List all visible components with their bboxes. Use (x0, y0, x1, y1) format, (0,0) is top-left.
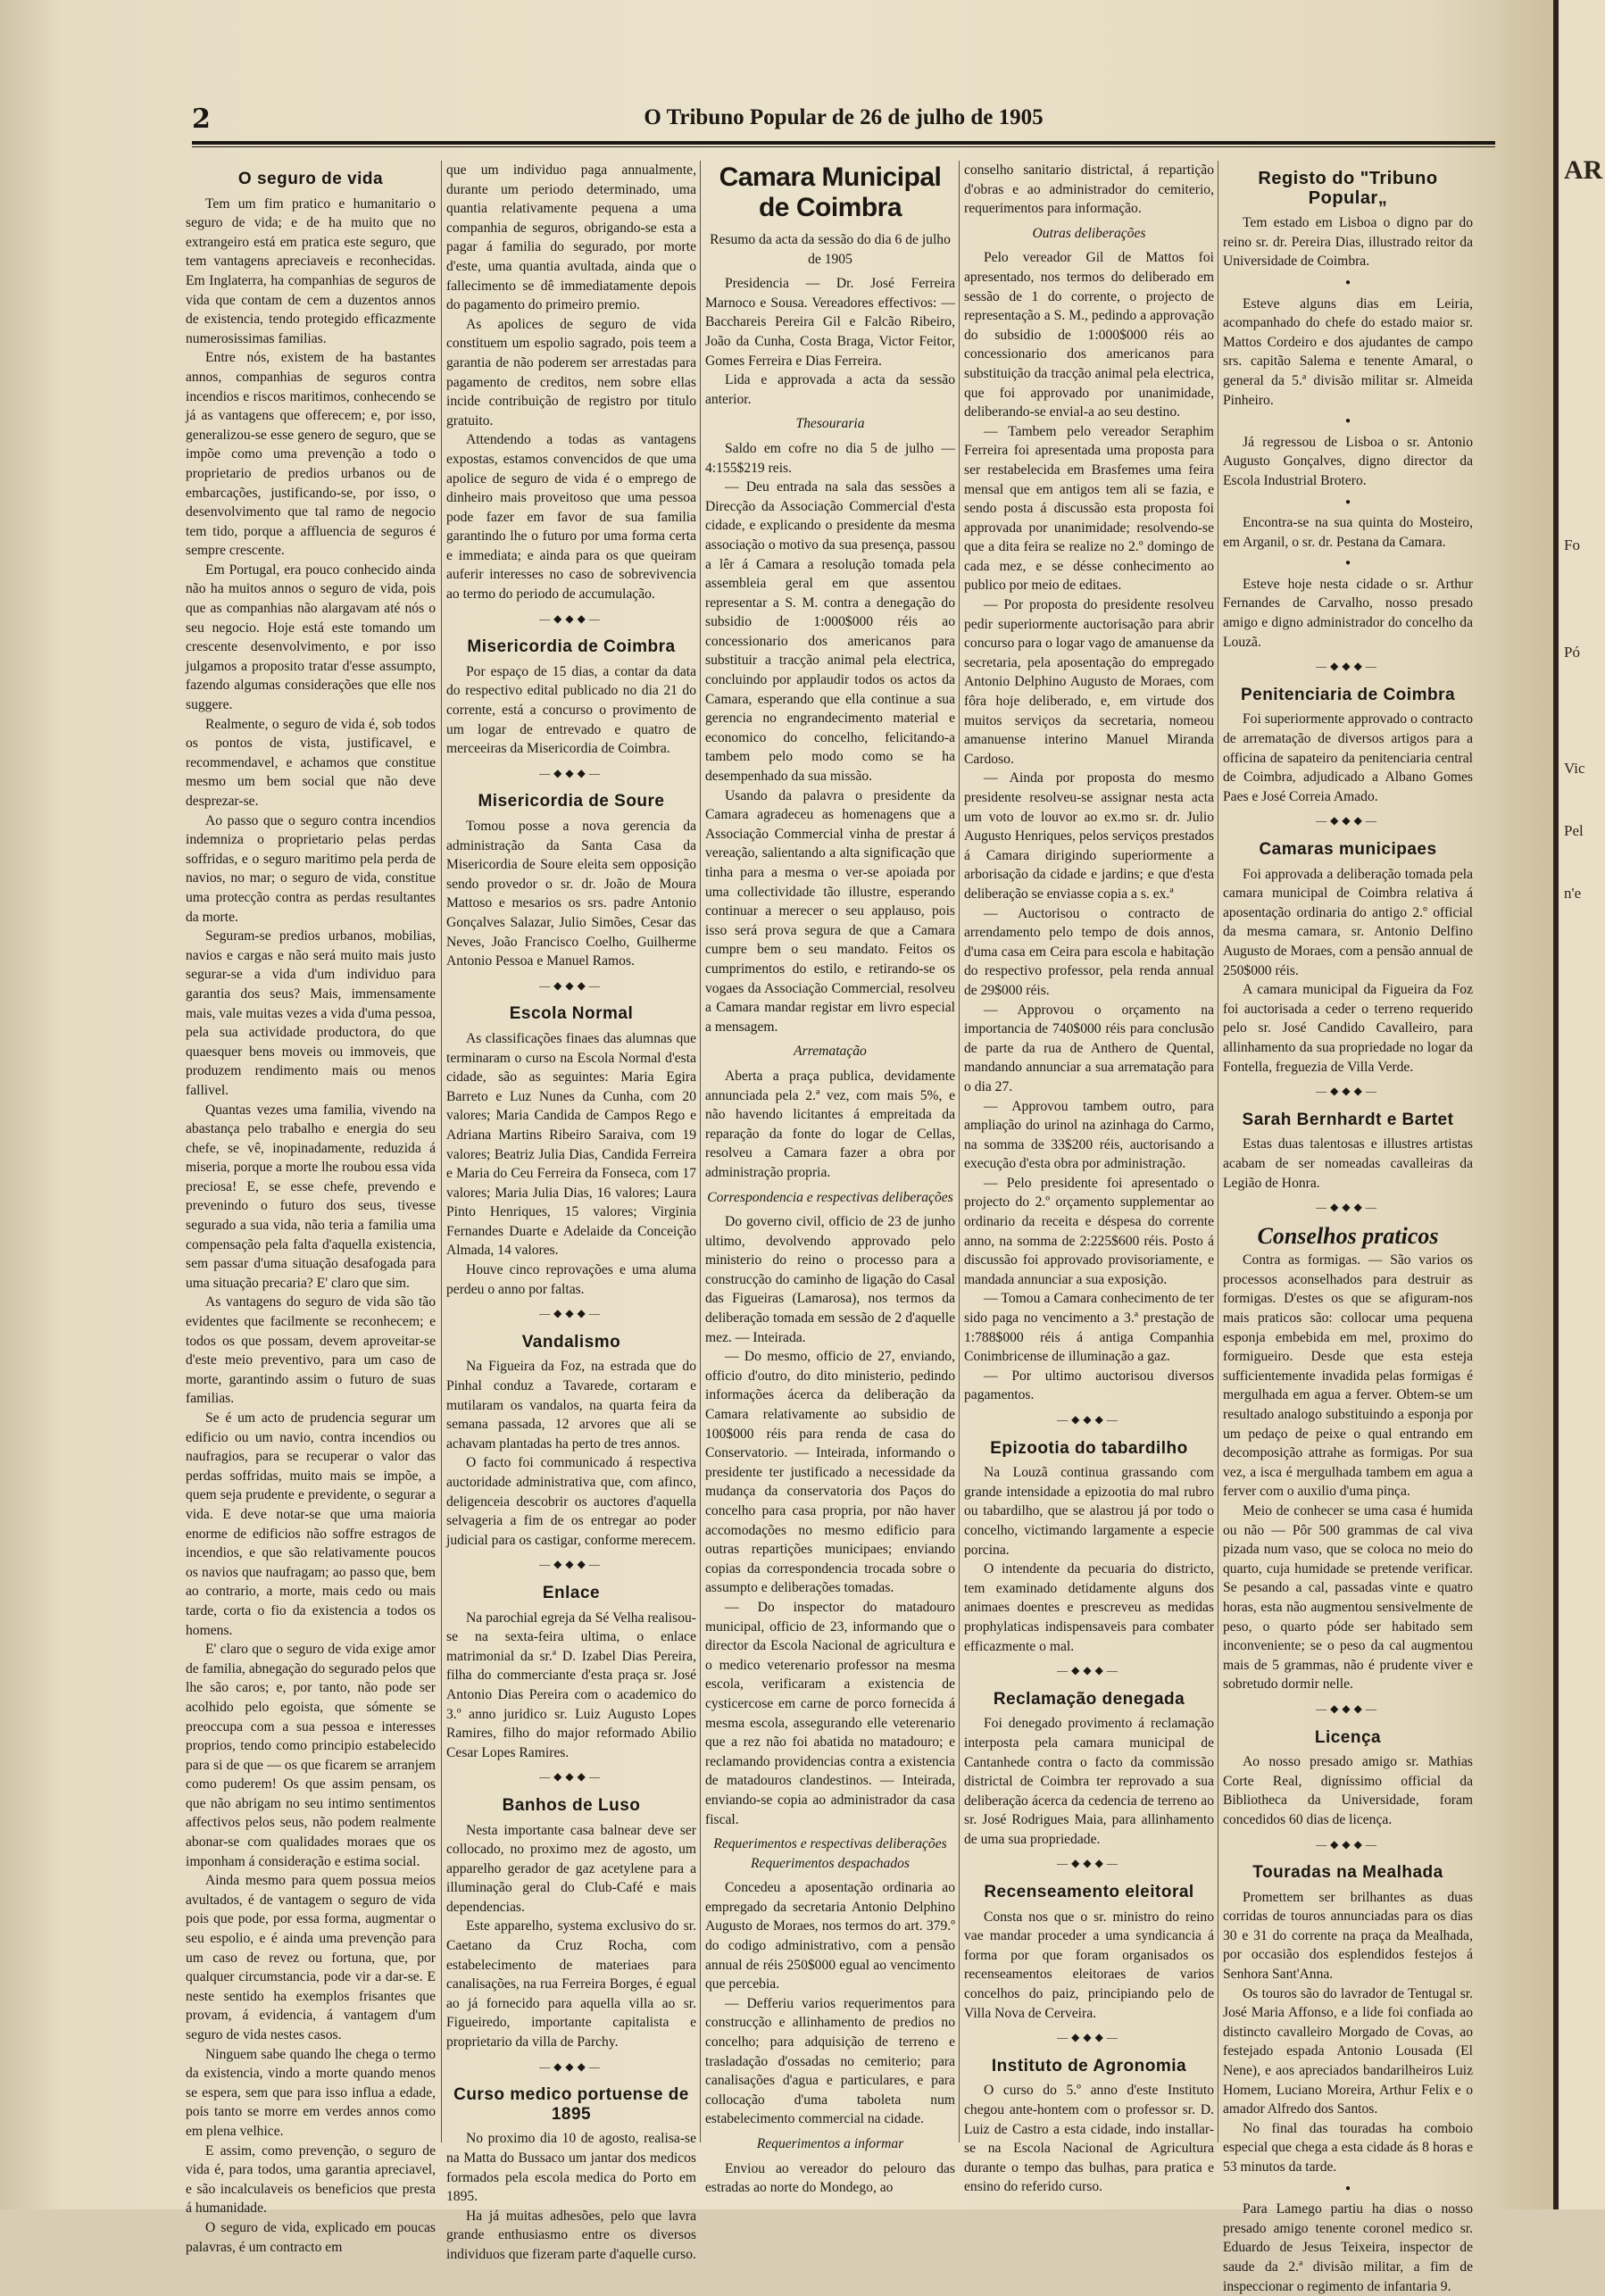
paragraph: Na Figueira da Foz, na estrada que do Pinhal conduz a Tavarede, cortaram e mutilaram os vandalos, na quarta feira da semana passada, 12 arvores que ali se achavam plantadas ha perto de tres annos. (446, 1359, 696, 1452)
section-ornament: —◆◆◆— (1057, 2031, 1121, 2044)
article-title: Touradas na Mealhada (1252, 1863, 1443, 1883)
column-1 (186, 161, 436, 2255)
paragraph: Entre nós, existem de ha bastantes annos, companhias de seguros contra incendios e riscos maritimos, conhecendo se já as vantagens que offerecem; e, por isso, generalizou-se esse genero de seguro, que se impõe como uma prevenção a todo o proprietario de predios urbanos ou de embarcações, justificando-se, por isso, o desenvolvimento que tal ramo de negocio tem tido, porque a affluencia de seguros é sempre crescente. (186, 350, 436, 559)
paragraph: As classificações finaes das alumnas que terminaram o curso na Escola Normal d'esta cidade, são as seguintes: Maria Egira Barreto e Luz Nunes da Cunha, com 20 valores; Maria Candida de Campos Rego e Adriana Martins Ribeiro Saraiva, com 19 valores; Beatriz Julia Dias, Candida Ferreira e Maria do Ceu Ferreira da Fonseca, com 17 valores; Maria Julia Dias, 16 valores; Laura Pinto Henriques, 15 valores; Virginia Fernandes Duarte e Adelaide da Conceição Almada, 14 valores. (446, 1030, 696, 1259)
paragraph: Estas duas talentosas e illustres artistas acabam de ser nomeadas cavalleiras da Legião de Honra. (1223, 1136, 1473, 1191)
section-ornament: —◆◆◆— (1316, 1837, 1380, 1851)
section-ornament: —◆◆◆— (539, 1770, 603, 1784)
paragraph: Realmente, o seguro de vida é, sob todos os pontos de vista, justificavel, e recommendavel, e achamos que constitue mesmo um bem social que não deve desprezar-se. (186, 716, 436, 809)
paragraph: que um individuo paga annualmente, durante um periodo determinado, uma quantia relativamente pequena a uma companhia de seguros, obrigando-se esta a pagar á familia do segurado, por morte d'este, uma quantia avultada, ainda que o fallecimento se dê immediatamente depois do pagamento do primeiro premio. (446, 162, 696, 313)
section-ornament: —◆◆◆— (539, 1558, 603, 1571)
article-title: Curso medico portuense de 1895 (453, 2085, 689, 2124)
section-ornament: —◆◆◆— (539, 978, 603, 992)
next-page-fragment: Pó (1564, 644, 1580, 661)
section-ornament: —◆◆◆— (1057, 1413, 1121, 1426)
column-divider (959, 161, 960, 2142)
column-4 (964, 161, 1214, 2195)
paragraph: Aberta a praça publica, devidamente annunciada pela 2.ª vez, com mais 5%, e não havendo licitantes á empreitada da reparação da fonte do logar de Cellas, resolveu a Camara fazer a obra por administração propria. (705, 1068, 955, 1180)
separator-dot: ● (1344, 558, 1351, 569)
paragraph: — Ainda por proposta do mesmo presidente resolveu-se assignar nesta acta um voto de louvor ao ex.mo sr. dr. Julio Augusto Henriques, pelos serviços prestados á Camara dirigindo superiormente a arborisação da cidade e jardins; e que d'esta deliberação se enviasse copia a s. ex.ª (964, 770, 1214, 902)
paragraph: Os touros são do lavrador de Tentugal sr. José Maria Affonso, e a lide foi confiada ao distincto cavalleiro Morgado de Covas, ao festejado espada Antonio Lousada (El Nene), e aos apreciados bandarilheiros Luiz Homem, Luciano Moreira, Arthur Felix e o amador Alfredo dos Santos. (1223, 1985, 1473, 2117)
paragraph: As vantagens do seguro de vida são tão evidentes que facilmente se reconhecem; e todos os que possam, devem aproveitar-se d'este meio preventivo, para um caso de morte, garantindo assim o futuro de suas familias. (186, 1294, 436, 1407)
article-title: Camaras municipaes (1259, 840, 1437, 859)
paragraph: Presidencia — Dr. José Ferreira Marnoco e Sousa. Vereadores effectivos: — Bacchareis Pereira Gil e Falcão Ribeiro, João da Cunha, Costa Braga, Victor Feitor, Gomes Ferreira e Dias Ferreira. (705, 276, 955, 369)
article-title: Vandalismo (521, 1332, 621, 1352)
next-page-fragment: Pel (1564, 822, 1584, 839)
article-title: Instituto de Agronomia (991, 2056, 1187, 2076)
paragraph: conselho sanitario districtal, á repartição d'obras e ao administrador do cemiterio, requerimentos para informação. (964, 162, 1214, 217)
paragraph: Lida e approvada a acta da sessão anterior. (705, 372, 955, 407)
newspaper-header-title: O Tribuno Popular de 26 de julho de 1905 (644, 105, 1044, 129)
paragraph: — Tomou a Camara conhecimento de ter sido paga no vencimento a 3.ª prestação de 1:788$000 réis á antiga Companhia Conimbricense de illuminação a gaz. (964, 1291, 1214, 1365)
section-ornament: —◆◆◆— (1316, 1701, 1380, 1715)
paragraph: Na parochial egreja da Sé Velha realisou-se na sexta-feira ultima, o enlace matrimonial da sr.ª D. Izabel Dias Pereira, filha do commerciante d'esta praça sr. José Antonio Dias Pereira com o academico do 3.º anno juridico sr. Luiz Augusto Lopes Ramires, filho do major reformado Abilio Cesar Lopes Ramires. (446, 1610, 696, 1760)
paragraph: Tem estado em Lisboa o digno par do reino sr. dr. Pereira Dias, illustrado reitor da Universidade de Coimbra. (1223, 215, 1473, 270)
paragraph: Do governo civil, officio de 23 de junho ultimo, devolvendo approvado pelo ministerio do reino o processo para a construcção do caminho de ligação do Casal das Figueiras (Lamarosa), nos termos da deliberação tomada em sessão de 2 d'aquelle mez. — Inteirada. (705, 1214, 955, 1345)
column-3 (705, 161, 955, 2196)
paragraph: Houve cinco reprovações e uma aluma perdeu o anno por faltas. (446, 1262, 696, 1297)
paragraph: O intendente da pecuaria do districto, tem examinado detidamente alguns dos animaes doentes e prescreveu as medidas prophylaticas indispensaveis para combater efficazmente o mal. (964, 1561, 1214, 1654)
paragraph: E' claro que o seguro de vida exige amor de familia, abnegação do segurado pelos que lhe são caros; e, por tanto, não pode ser acolhido pelo egoista, que sómente se preoccupa com a sua pessoa e interesses proprios, tendo como principio estabelecido para si de que — os que ficarem se arranjem como puderem! Os que assim pensam, os que não abrigam no seu intimo sentimentos affectivos pelos seus, não podem realmente abonar-se com qualidades moraes que os imponham á consideração e estima social. (186, 1642, 436, 1869)
paragraph: Meio de conhecer se uma casa é humida ou não — Pôr 500 grammas de cal viva pizada num vaso, que se coloca no meio do quarto, cuja humidade se pretende verificar. Se pesando a cal, passadas vinte e quatro horas, esta não augmentou sensivelmente de peso, o quarto póde ser habitado sem inconveniente; se o peso da cal augmentou mais de 5 grammas, não é prudente viver e sobretudo dormir nelle. (1223, 1503, 1473, 1693)
section-ornament: —◆◆◆— (539, 766, 603, 779)
paragraph: Esteve hoje nesta cidade o sr. Arthur Fernandes de Carvalho, nosso presado amigo e digno administrador do concelho da Louzã. (1223, 576, 1473, 650)
paragraph: O facto foi communicado á respectiva auctoridade administrativa que, com afinco, deligenceia descobrir os auctores d'aquella selvageria a fim de os entregar ao poder judicial para os castigar, conforme merecem. (446, 1455, 696, 1548)
paragraph: Encontra-se na sua quinta do Mosteiro, em Arganil, o sr. dr. Pestana da Camara. (1223, 515, 1473, 550)
paragraph: Seguram-se predios urbanos, mobilias, navios e cargas e não será muito mais justo segurar-se a vida d'um individuo para garantia dos seus? Mais, immensamente mais, vale muitas vezes a vida d'uma pessoa, pela sua actividade productora, do que quaesquer bens moveis ou immoveis, que produzem rendimento mais ou menos fallivel. (186, 928, 436, 1098)
article-title: Epizootia do tabardilho (990, 1438, 1188, 1458)
next-page-fragment: Vic (1564, 760, 1585, 777)
paragraph: O seguro de vida, explicado em poucas palavras, é um contracto em (186, 2219, 436, 2255)
separator-dot: ● (1344, 2183, 1351, 2193)
article-title: Enlace (542, 1583, 601, 1602)
paragraph: Attendendo a todas as vantagens expostas, estamos convencidos de que uma apolice de seguro de vida é o emprego de dinheiro mais proveitoso que uma pessoa pode fazer em favor de sua familia garantindo lhe o futuro por uma forma certa e immediata; e ainda para os que queiram auferir interesses no caso de sobrevivencia ao termo do periodo de accumulação. (446, 432, 696, 603)
paragraph: Quantas vezes uma familia, vivendo na abastança pelo trabalho e energia do seu chefe, se vê, inopinadamente, reduzida á miseria, porque a morte lhe roubou essa vida preciosa! E, se esse chefe, prevendo e prevenindo o futuro dos seus, tivesse segurado a sua vida, não teria a familia uma compensação pela falta d'aquella existencia, sem passar d'uma situação desafogada para uma situação precaria? E' claro que sim. (186, 1102, 436, 1291)
article-title: Reclamação denegada (993, 1689, 1185, 1709)
paragraph: Este apparelho, systema exclusivo do sr. Caetano da Cruz Rocha, com estabelecimento de materiaes para canalisações, na rua Ferreira Borges, é egual ao já fornecido para aquella villa ao sr. Figueiredo, importante capitalista e proprietario da villa de Parchy. (446, 1918, 696, 2051)
paragraph: — Por ultimo auctorisou diversos pagamentos. (964, 1368, 1214, 1403)
paragraph: Nesta importante casa balnear deve ser collocado, no proximo mez de agosto, um apparelho gerador de gaz acetylene para a illuminação geral do Club-Café e mais dependencias. (446, 1822, 696, 1915)
article-title: Camara Municipal de Coimbra (719, 162, 942, 222)
paragraph: Já regressou de Lisboa o sr. Antonio Augusto Gonçalves, digno director da Escola Industrial Brotero. (1223, 434, 1473, 488)
subsection-heading: Thesouraria (795, 416, 865, 432)
paragraph: Tomou posse a nova gerencia da administração da Santa Casa da Misericordia de Soure eleita sem opposição sendo provedor o sr. dr. João de Moura Mattoso e mesarios os srs. padre Antonio Gonçalves Salazar, Julio Simões, Cesar das Neves, João Francisco Coelho, Guilherme Antonio Pessoa e Manuel Ramos. (446, 819, 696, 969)
article-title: Misericordia de Soure (478, 792, 665, 811)
paragraph: Contra as formigas. — São varios os processos aconselhados para destruir as formigas. D'estes os que se afiguram-nos mais praticos são: collocar uma pequena esponja embebida em mel, proximo do formigueiro. Desde que esta esteja sufficientemente invadida pelas formigas é mergulhada em agua a ferver. Obtem-se um resultado analogo substituindo a esponja por um pedaço de peixe o qual entrando em decomposição attrahe as formigas. Por sua vez, a isca é mergulhada tambem em agua a ferver com o auxilio d'uma pinça. (1223, 1252, 1473, 1500)
paragraph: Consta nos que o sr. ministro do reino vae mandar proceder a uma syndicancia á forma por que foram organisados os recenseamentos eleitoraes de varios concelhos do paiz, principiando pelo de Villa Nova de Cerveira. (964, 1909, 1214, 2021)
subsection-heading: Outras deliberações (1032, 225, 1146, 241)
paragraph: No final das touradas ha comboio especial que chega a esta cidade ás 8 horas e 53 minutos da tarde. (1223, 2120, 1473, 2175)
paragraph: — Defferiu varios requerimentos para construcção e allinhamento de predios no concelho; para adquisição de terreno e trasladação d'ossadas no cemiterio; para canalisações d'agua e particulares, e para collocação d'uma taboleta num estabelecimento commercial na cidade. (705, 1995, 955, 2127)
article-title: Recenseamento eleitoral (984, 1883, 1194, 1902)
paragraph: Ao passo que o seguro contra incendios indemniza o proprietario pelas perdas soffridas, e o seguro maritimo pela perda de navios, no mar; o seguro de vida, constitue uma protecção contra as perdas resultantes da morte. (186, 812, 436, 925)
paragraph: Foi denegado provimento á reclamação interposta pela camara municipal de Cantanhede contra o facto da commissão districtal de Coimbra ter reprovado a sua deliberação ácerca da cedencia de terreno ao sr. José Rodrigues Maia, para allinhamento de uma sua propriedade. (964, 1716, 1214, 1847)
column-2 (446, 161, 696, 2262)
next-page-edge (1553, 0, 1605, 2209)
paragraph: — Approvou tambem outro, para ampliação do urinol na azinhaga do Carmo, na somma de 33$200 réis, auctorisando a execução d'esta obra por administração. (964, 1098, 1214, 1172)
article-title: O seguro de vida (237, 170, 384, 188)
separator-dot: ● (1344, 496, 1351, 507)
article-subtitle: Resumo da acta da sessão do dia 6 de julho de 1905 (710, 232, 951, 267)
article-title: Registo do "Tribuno Popular„ (1258, 169, 1438, 208)
paragraph: Ha já muitas adhesões, pelo que lavra grande enthusiasmo entre os diversos individuos que fizeram parte d'aquelle curso. (446, 2208, 696, 2262)
paragraph: Tem um fim pratico e humanitario o seguro de vida; e de ha muito que no extrangeiro está em pratica este seguro, que tem vantagens apreciaveis e reconhecidas. Em Inglaterra, ha companhias de seguros de vida que contam de cem a duzentos annos de existencia, tendo protegido efficazmente numerosissimas familias. (186, 195, 436, 346)
subsection-heading: Correspondencia e respectivas deliberações (707, 1189, 953, 1205)
paragraph: — Do mesmo, officio de 27, enviando, officio d'outro, do dito ministerio, pedindo informações ácerca da deliberação da Camara relativamente ao subsidio de 100$000 réis para renda de casa do Conservatorio. — Inteirada, informando o presidente ter justificado a necessidade da mudança da conservatoria dos Paços do concelho para casa propria, por não haver accomodações no mesmo edificio para outras repartições municipaes; enviando copias da correspondencia trocada sobre o assumpto e deliberações tomadas. (705, 1349, 955, 1596)
section-ornament: —◆◆◆— (1057, 1857, 1121, 1870)
paragraph: No proximo dia 10 de agosto, realisa-se na Matta do Bussaco um jantar dos medicos formados pela escola medica do Porto em 1895. (446, 2131, 696, 2205)
subsection-heading: Arrematação (794, 1044, 867, 1060)
paragraph: A camara municipal da Figueira da Foz foi auctorisada a ceder o terreno requerido pelo sr. José Candido Cavalleiro, para allinhamento da sua propriedade no logar da Fontella, freguezia de Villa Verde. (1223, 982, 1473, 1075)
header-rule (192, 141, 1495, 145)
article-title: Banhos de Luso (502, 1795, 641, 1815)
section-ornament: —◆◆◆— (539, 2059, 603, 2073)
paragraph: — Deu entrada na sala das sessões a Direcção da Associação Commercial d'esta cidade, e explicando o presidente da mesma associação o motivo da sua presença, passou a lêr á Camara a resolução tomada pela assembleia geral em que assentou representar a S. M. contra a denegação do subsidio de 1:000$000 réis ao concessionario dos americanos para substituir a tracção animal pela electrica, concluindo por applaudir todos os actos da Camara, esperando que ella continue a sua gerencia no engrandecimento material e economico do concelho, felicitando-a tambem pelo modo como se ha desempenhado da sua missão. (705, 479, 955, 785)
article-title: Penitenciaria de Coimbra (1240, 685, 1456, 704)
section-ornament: —◆◆◆— (1057, 1664, 1121, 1677)
paragraph: Ainda mesmo para quem possua meios avultados, é de vantagem o seguro de vida pois que pode, por essa forma, augmentar o seu espolio, e é ainda uma prevenção para um caso de revez ou fortuna, que, por qualquer circumstancia, pode vir a dar-se. E neste sentido ha exemplos frisantes que provam, á evidencia, á vantagem d'um seguro de vida nestes casos. (186, 1873, 436, 2042)
article-title: Conselhos praticos (1257, 1222, 1439, 1249)
column-5 (1223, 161, 1473, 2294)
paragraph: — Auctorisou o contracto de arrendamento pelo tempo de dois annos, d'uma casa em Ceira para escola e habitação do respectivo professor, pela renda annual de 29$000 réis. (964, 905, 1214, 998)
section-ornament: —◆◆◆— (1316, 1201, 1380, 1214)
paragraph: Enviou ao vereador do pelouro das estradas ao norte do Mondego, ao (705, 2160, 955, 2196)
next-page-fragment: AR (1564, 155, 1603, 185)
paragraph: Concedeu a aposentação ordinaria ao empregado da secretaria Antonio Delphino Augusto de Moraes, nos termos do art. 379.º do codigo administrativo, com a pensão annual de réis 250$000 egual ao vencimento que percebia. (705, 1880, 955, 1992)
paragraph: — Approvou o orçamento na importancia de 740$000 réis para conclusão de parte da rua de Anthero de Quental, mandando annunciar a sua arrematação para o dia 27. (964, 1002, 1214, 1094)
paragraph: Esteve alguns dias em Leiria, acompanhado do chefe do estado maior sr. Mattos Cordeiro e dos ajudantes de campo srs. capitão Salema e tenente Amaral, o general da 5.ª divisão militar sr. Almeida Pinheiro. (1223, 295, 1473, 408)
paragraph: Por espaço de 15 dias, a contar da data do respectivo edital publicado no dia 21 do corrente, está a concurso o provimento de um logar de entrevado e quatro de merceeiras da Misericordia de Coimbra. (446, 663, 696, 757)
header-rule-thin (192, 146, 1495, 147)
paragraph: Ninguem sabe quando lhe chega o termo da existencia, vindo a morte quando menos se espera, sem que para isso influa a edade, pois tanto se morre em verdes annos como em plena velhice. (186, 2046, 436, 2139)
subsection-heading: Requerimentos e respectivas deliberações Requerimentos despachados (713, 1836, 947, 1871)
paragraph: Para Lamego partiu ha dias o nosso presado amigo tenente coronel medico sr. Eduardo de Jesus Teixeira, inspector de saude da 2.ª divisão militar, a fim de inspeccionar o regimento de infantaria 9. (1223, 2201, 1473, 2294)
section-ornament: —◆◆◆— (1316, 814, 1380, 828)
section-ornament: —◆◆◆— (539, 1307, 603, 1320)
section-ornament: —◆◆◆— (1316, 1085, 1380, 1098)
paragraph: Pelo vereador Gil de Mattos foi apresentado, nos termos do deliberado em sessão de 1 do corrente, o projecto de representação a S. M., pedindo a approvação do subsidio de 1:000$000 réis ao concessionario dos americanos para substituição da tracção animal pela electrica, que foi approvado por unanimidade, deliberando-se envial-a ao seu destino. (964, 250, 1214, 420)
paragraph: — Do inspector do matadouro municipal, officio de 23, informando que o director da Escola Nacional de agricultura e o medico veterenario professor na mesma escola, verificaram a existencia de cysticercose em carne de porco fornecida á mesma escola, assegurando elle veterenario que a rez não foi abatida no matadouro; e reclamando providencias contra a existencia de matadouros clandestinos. — Inteirada, enviando-se copia ao administrador da casa fiscal. (705, 1599, 955, 1827)
next-page-fragment: Fo (1564, 537, 1580, 553)
paragraph: O curso do 5.º anno d'este Instituto chegou ante-hontem com o professor sr. D. Luiz de Castro a esta cidade, indo installar-se na Escola Nacional de Agricultura durante o tempo das bulhas, para pratica e ensino do referido curso. (964, 2083, 1214, 2195)
article-title: Escola Normal (509, 1004, 634, 1024)
section-ornament: —◆◆◆— (1316, 660, 1380, 673)
paragraph: Foi superiormente approvado o contracto de arrematação de diversos artigos para a officina de sapateiro da penitenciaria central de Coimbra, adjudicado a Albano Gomes Paes e José Correia Amado. (1223, 711, 1473, 804)
page-number: 2 (192, 104, 211, 135)
paragraph: Saldo em cofre no dia 5 de julho — 4:155$219 reis. (705, 440, 955, 476)
masthead (192, 100, 1495, 139)
paragraph: — Pelo presidente foi apresentado o projecto do 2.º orçamento supplementar ao ordinario da receita e déspesa do corrente anno, na somma de 2:225$600 réis. Posto á discussão foi approvado provisoriamente, e mandada annunciar a sua exposição. (964, 1175, 1214, 1287)
subsection-heading: Requerimentos a informar (756, 2136, 904, 2151)
paragraph: Em Portugal, era pouco conhecido ainda não ha muitos annos o seguro de vida, pois que as companhias não alargavam até nós o seu negocio. Hoje está este tomando um crescente desenvolvimento, e por isso julgamos a proposito tratar d'esse assumpto, fazendo algumas considerações que elle nos suggere. (186, 562, 436, 713)
separator-dot: ● (1344, 416, 1351, 427)
paragraph: — Por proposta do presidente resolveu pedir superiormente auctorisação para abrir concurso para o logar vago de amanuense da secretaria, pela aposentação do empregado Antonio Delphino Augusto de Moraes, com fôra hoje deliberado, e, em virtude dos muitos serviços da secretaria, nomeou amanuense interino Manuel Miranda Cardoso. (964, 597, 1214, 767)
article-title: Misericordia de Coimbra (467, 637, 676, 657)
paragraph: Ao nosso presado amigo sr. Mathias Corte Real, digníssimo official da Bibliotheca da Universidade, foram concedidos 60 dias de licença. (1223, 1754, 1473, 1827)
paragraph: — Tambem pelo vereador Seraphim Ferreira foi apresentada uma proposta para ser restabelecida em Brasfemes uma feira mensal que em antigos tem ali se fazia, e sendo posta á discussão esta proposta foi approvada por unanimidade; resolvendo-se que a dita feira se realize no 2.º domingo de cada mez, e se désse conhecimento ao publico por meio de editaes. (964, 423, 1214, 594)
paragraph: Usando da palavra o presidente da Camara agradeceu as homenagens que a Associação Commercial vinha de prestar á vereação, salientando a alta significação que tinha para a mesma o ver-se apoiada por uma collectividade tão illustre, esperando continuar a merecer o seu applauso, pois isso será prova segura de que a Camara cumpre bem o seu mandato. Feitos os cumprimentos do estilo, e retirando-se os vogaes da Associação Commercial, resolveu a Camara mandar registar em livro especial a mensagem. (705, 787, 955, 1035)
section-ornament: —◆◆◆— (539, 611, 603, 625)
paragraph: As apolices de seguro de vida constituem um espolio sagrado, pois teem a garantia de não poderem ser arrestadas para pagamento de creditos, nem sobre ellas incide contribuição de registro por titulo gratuito. (446, 316, 696, 428)
paragraph: Se é um acto de prudencia segurar um edificio ou um navio, contra incendios ou naufragios, para se recuperar o valor das perdas soffridas, muito mais se impõe, a quem seja prudente e previdente, o segurar a vida. E deve notar-se que uma maioria enorme de edificios não soffre estragos de incendios, e que são relativamente poucos os navios que naufragam; ao passo que, bem ao contrario, a morte, mais cedo ou mais tarde, corta o fio da existencia a todos os homens. (186, 1410, 436, 1638)
article-title: Sarah Bernhardt e Bartet (1242, 1110, 1454, 1129)
separator-dot: ● (1344, 277, 1351, 287)
column-divider (700, 161, 701, 2142)
column-divider (441, 161, 442, 2142)
paragraph: E assim, como prevenção, o seguro de vida é, para todos, uma garantia apreciavel, e são incalculaveis os beneficios que presta á humanidade. (186, 2142, 436, 2217)
paragraph: Foi approvada a deliberação tomada pela camara municipal de Coimbra relativa á aposentação ordinaria do antigo 2.º official da mesma camara, sr. Antonio Delfino Augusto de Moraes, com a pensão annual de 250$000 réis. (1223, 866, 1473, 978)
article-title: Licença (1314, 1727, 1382, 1747)
next-page-fragment: n'e (1564, 885, 1582, 902)
paragraph: Na Louzã continua grassando com grande intensidade a epizootia do mal rubro ou tabardilho, que se alastrou já por todo o concelho, victimando largamente a especie porcina. (964, 1465, 1214, 1558)
paragraph: Promettem ser brilhantes as duas corridas de touros annunciadas para os dias 30 e 31 do corrente na praça da Mealhada, por occasião dos esplendidos festejos á Senhora Sant'Anna. (1223, 1889, 1473, 1983)
